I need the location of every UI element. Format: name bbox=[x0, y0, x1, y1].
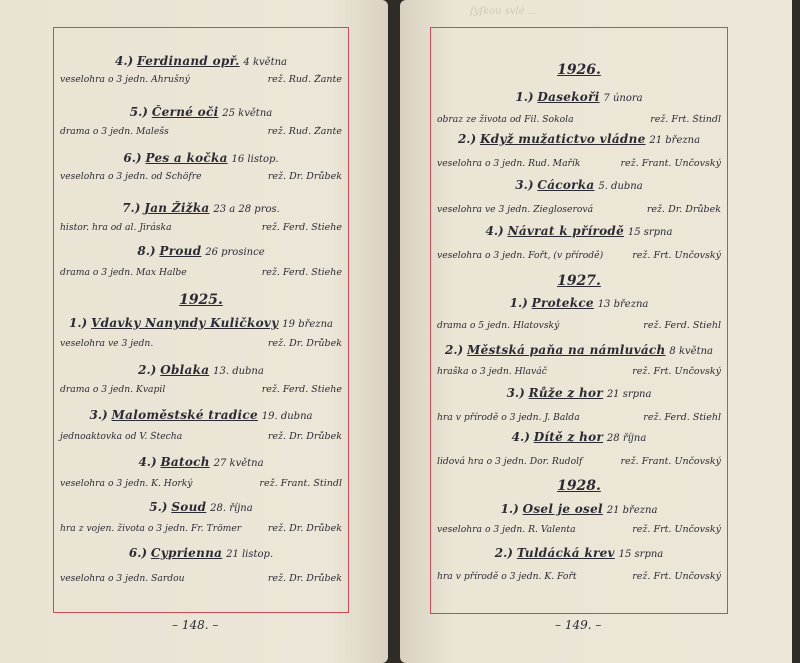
play-description: drama o 3 jedn. Malešs bbox=[60, 126, 169, 137]
year-heading: 1926. bbox=[557, 62, 601, 78]
play-director: rež. Dr. Drůbek bbox=[267, 523, 342, 534]
play-name: Cyprienna bbox=[150, 546, 223, 560]
performance-date: 21 března bbox=[606, 505, 658, 516]
play-name: Protekce bbox=[531, 296, 594, 310]
play-title-line bbox=[54, 408, 348, 422]
play-detail-line bbox=[54, 523, 348, 534]
play-description: veselohra o 3 jedn. Fořt, (v přírodě) bbox=[437, 250, 604, 261]
play-detail-line bbox=[54, 431, 348, 442]
play-director: rež. Frt. Unčovský bbox=[632, 366, 721, 377]
performance-date: 19. dubna bbox=[261, 411, 313, 422]
play-number: 2.) bbox=[494, 546, 513, 560]
play-director: rež. Dr. Drůbek bbox=[267, 573, 342, 584]
play-director: rež. Ferd. Stiehe bbox=[261, 222, 342, 233]
play-director: rež. Frt. Unčovský bbox=[632, 524, 721, 535]
play-title-line bbox=[54, 500, 348, 514]
performance-date: 21 března bbox=[649, 135, 701, 146]
play-name: Návrat k přírodě bbox=[507, 224, 625, 238]
play-detail-line bbox=[431, 320, 727, 331]
play-number: 1.) bbox=[500, 502, 519, 516]
performance-date: 21 listop. bbox=[226, 549, 274, 560]
play-detail-line bbox=[54, 384, 348, 395]
play-name: Proud bbox=[159, 244, 202, 258]
play-name: Černé oči bbox=[151, 105, 219, 119]
play-number: 8.) bbox=[137, 244, 156, 258]
play-detail-line bbox=[54, 74, 348, 85]
play-title-line bbox=[54, 54, 348, 68]
play-number: 4.) bbox=[114, 54, 134, 68]
play-title-line bbox=[54, 546, 348, 560]
play-description: histor. hra od al. Jiráska bbox=[60, 222, 172, 233]
play-description: veselohra ve 3 jedn. bbox=[60, 338, 154, 349]
play-director: rež. Frt. Štindl bbox=[650, 114, 721, 125]
play-name: Vdavky Nanyndy Kuličkovy bbox=[91, 316, 279, 330]
play-director: rež. Ferd. Stiehl bbox=[643, 320, 721, 331]
play-director: rež. Rud. Žante bbox=[267, 126, 342, 137]
play-director: rež. Dr. Drůbek bbox=[267, 171, 342, 182]
play-title-line bbox=[54, 244, 348, 258]
play-name: Ferdinand opř. bbox=[137, 54, 240, 68]
play-title-line bbox=[54, 316, 348, 330]
performance-date: 26 prosince bbox=[205, 247, 265, 258]
play-title-line bbox=[54, 105, 348, 119]
play-title-line bbox=[54, 201, 348, 215]
play-number: 3.) bbox=[506, 386, 525, 400]
play-title-line bbox=[431, 546, 727, 560]
play-number: 7.) bbox=[122, 201, 141, 215]
play-title-line bbox=[431, 386, 727, 400]
play-name: Oblaka bbox=[160, 363, 210, 377]
play-description: veselohra o 3 jedn. R. Valenta bbox=[437, 524, 576, 535]
play-name: Dasekoři bbox=[537, 90, 600, 104]
year-heading: 1925. bbox=[179, 292, 223, 308]
play-name: Maloměstské tradice bbox=[111, 408, 258, 422]
play-number: 5.) bbox=[129, 105, 148, 119]
left-page bbox=[0, 0, 388, 663]
performance-date: 13. dubna bbox=[213, 366, 264, 377]
play-name: Když mužatictvo vládne bbox=[479, 132, 646, 146]
play-number: 3.) bbox=[89, 408, 108, 422]
play-name: Cácorka bbox=[537, 178, 595, 192]
play-detail-line bbox=[431, 204, 727, 215]
play-description: drama o 3 jedn. Max Halbe bbox=[60, 267, 187, 278]
play-director: rež. Dr. Drůbek bbox=[267, 338, 342, 349]
play-title-line bbox=[54, 455, 348, 469]
performance-date: 4 května bbox=[243, 57, 288, 68]
play-title-line bbox=[54, 151, 348, 165]
play-description: obraz ze života od Fil. Sokola bbox=[437, 114, 574, 125]
play-name: Batoch bbox=[160, 455, 210, 469]
play-title-line bbox=[54, 363, 348, 377]
play-description: drama o 3 jedn. Kvapil bbox=[60, 384, 166, 395]
performance-date: 15 srpna bbox=[618, 549, 664, 560]
play-director: rež. Ferd. Stiehe bbox=[261, 384, 342, 395]
play-detail-line bbox=[54, 171, 348, 182]
play-description: veselohra o 3 jedn. Rud. Mařík bbox=[437, 158, 581, 169]
performance-date: 27 května bbox=[213, 458, 264, 469]
performance-date: 23 a 28 pros. bbox=[213, 204, 280, 215]
play-detail-line bbox=[431, 158, 727, 169]
play-detail-line bbox=[54, 478, 348, 489]
play-number: 1.) bbox=[69, 316, 88, 330]
play-description: hra v přírodě o 3 jedn. J. Balda bbox=[437, 412, 580, 423]
play-name: Pes a kočka bbox=[145, 151, 228, 165]
play-description: lidová hra o 3 jedn. Dor. Rudolf bbox=[437, 456, 583, 467]
play-description: veselohra o 3 jedn. od Schöfre bbox=[60, 171, 202, 182]
play-description: veselohra o 3 jedn. K. Horký bbox=[60, 478, 193, 489]
performance-date: 8 května bbox=[669, 346, 713, 357]
play-description: veselohra o 3 jedn. Sardou bbox=[60, 573, 185, 584]
performance-date: 21 srpna bbox=[606, 389, 652, 400]
play-name: Dítě z hor bbox=[533, 430, 604, 444]
play-number: 3.) bbox=[515, 178, 534, 192]
play-name: Soud bbox=[171, 500, 207, 514]
play-detail-line bbox=[54, 267, 348, 278]
right-page: ſyſkou svlé ... 1926. 1.) Dasekoři 7 února obraz ze života od Fil. Sokola rež. Frt. Štindl 2.) Když mužatictvo vládne 21 března veselohra o 3 jedn. Rud. Mařík rež. Frant. Unčovský 3.) Cácorka 5. dubna veselohra ve 3 jedn. Ziegloserová rež. Dr. Drůbek 4.) Návrat k přírodě 15 srpna veselohra o 3 jedn. Fořt, (v přírodě) rež. Frt. Unčovský 1927. 1.) Protekce 13 března drama o 5 jedn. Hlatovský rež. Ferd. Stiehl 2.) Městská paňa na námluvách 8 května hraška o 3 jedn. Hlaváč rež. Frt. Unčovský 3.) Růže z hor 21 srpna hra v přírodě o 3 jedn. J. Balda rež. Ferd. Stiehl 4.) Dítě z hor 28 října lidová hra o 3 jedn. Dor. Rudolf rež. Frant. Unčovský 1928. 1.) Osel je osel 21 března veselohra o 3 jedn. R. Valenta rež. Frt. Unčovský 2.) Tuldácká krev 15 srpna hra v přírodě o 3 jedn. K. Fořt rež. Frt. Unčovský – 149. – bbox=[400, 0, 792, 663]
play-description: hra z vojen. života o 3 jedn. Fr. Trömer bbox=[60, 523, 242, 534]
play-director: rež. Dr. Drůbek bbox=[267, 431, 342, 442]
performance-date: 19 března bbox=[282, 319, 333, 330]
play-director: rež. Ferd. Stiehl bbox=[643, 412, 721, 423]
play-description: jednoaktovka od V. Štecha bbox=[60, 431, 183, 442]
play-title-line bbox=[431, 90, 727, 104]
play-number: 4.) bbox=[485, 224, 504, 238]
right-page-number: – 149. – bbox=[555, 618, 602, 632]
year-heading: 1927. bbox=[557, 273, 601, 289]
play-director: rež. Rud. Žante bbox=[267, 74, 342, 85]
performance-date: 28 října bbox=[606, 433, 647, 444]
play-name: Tuldácká krev bbox=[516, 546, 615, 560]
performance-date: 13 března bbox=[597, 299, 649, 310]
play-number: 4.) bbox=[511, 430, 530, 444]
performance-date: 16 listop. bbox=[231, 154, 279, 165]
play-number: 2.) bbox=[445, 343, 464, 357]
play-number: 6.) bbox=[128, 546, 148, 560]
left-page-number: – 148. – bbox=[172, 618, 219, 632]
play-director: rež. Frant. Štindl bbox=[259, 478, 342, 489]
play-description: veselohra o 3 jedn. Ahrušný bbox=[60, 74, 190, 85]
play-name: Jan Žižka bbox=[144, 201, 210, 215]
play-detail-line bbox=[431, 571, 727, 582]
play-number: 5.) bbox=[149, 500, 168, 514]
play-name: Osel je osel bbox=[522, 502, 603, 516]
performance-date: 7 února bbox=[603, 93, 643, 104]
play-detail-line bbox=[431, 456, 727, 467]
performance-date: 25 května bbox=[222, 108, 273, 119]
performance-date: 28. října bbox=[210, 503, 253, 514]
play-title-line bbox=[431, 224, 727, 238]
play-name: Městská paňa na námluvách bbox=[467, 343, 666, 357]
play-title-line bbox=[431, 343, 727, 357]
play-number: 4.) bbox=[138, 455, 157, 469]
play-director: rež. Dr. Drůbek bbox=[646, 204, 721, 215]
play-detail-line bbox=[431, 524, 727, 535]
left-page-frame bbox=[53, 27, 349, 613]
play-description: drama o 5 jedn. Hlatovský bbox=[437, 320, 560, 331]
play-description: veselohra ve 3 jedn. Ziegloserová bbox=[437, 204, 594, 215]
play-number: 6.) bbox=[123, 151, 142, 165]
performance-date: 5. dubna bbox=[598, 181, 643, 192]
play-number: 1.) bbox=[509, 296, 528, 310]
play-detail-line bbox=[54, 338, 348, 349]
play-detail-line bbox=[54, 573, 348, 584]
right-page-frame bbox=[430, 27, 728, 614]
year-heading: 1928. bbox=[557, 478, 601, 494]
play-director: rež. Frant. Unčovský bbox=[620, 456, 721, 467]
play-director: rež. Frt. Unčovský bbox=[632, 250, 721, 261]
play-detail-line bbox=[431, 250, 727, 261]
play-director: rež. Frant. Unčovský bbox=[620, 158, 721, 169]
play-title-line bbox=[431, 132, 727, 146]
play-number: 1.) bbox=[515, 90, 534, 104]
play-title-line bbox=[431, 296, 727, 310]
play-detail-line bbox=[431, 412, 727, 423]
play-title-line bbox=[431, 502, 727, 516]
play-title-line bbox=[431, 430, 727, 444]
play-detail-line bbox=[54, 222, 348, 233]
play-detail-line bbox=[431, 114, 727, 125]
play-number: 2.) bbox=[138, 363, 157, 377]
play-director: rež. Frt. Unčovský bbox=[632, 571, 721, 582]
play-detail-line bbox=[431, 366, 727, 377]
play-description: hraška o 3 jedn. Hlaváč bbox=[437, 366, 547, 377]
play-director: rež. Ferd. Stiehe bbox=[261, 267, 342, 278]
play-detail-line bbox=[54, 126, 348, 137]
play-description: hra v přírodě o 3 jedn. K. Fořt bbox=[437, 571, 577, 582]
play-number: 2.) bbox=[457, 132, 477, 146]
performance-date: 15 srpna bbox=[627, 227, 673, 238]
play-title-line bbox=[431, 178, 727, 192]
play-name: Růže z hor bbox=[528, 386, 603, 400]
